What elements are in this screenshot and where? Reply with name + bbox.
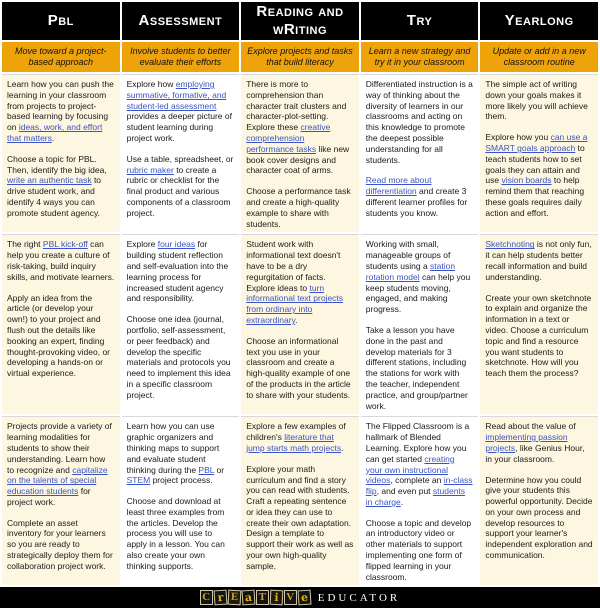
cell-yearlong-2 [480, 234, 598, 414]
tagline-pbl: Move toward a project-based approach [2, 42, 120, 72]
body-text: Explore how you [485, 132, 551, 143]
text-link[interactable]: PBL kick-off [42, 239, 88, 250]
text-link[interactable]: rubric maker [126, 164, 174, 175]
text-link[interactable]: implementing passion projects [485, 432, 568, 453]
text-link[interactable]: vision boards [501, 175, 552, 186]
body-text: is not only fun, it can help students better recall information and build understanding. [485, 239, 592, 282]
body-text: The simple act of writing down your goals makes it more likely you will achieve them. [485, 79, 588, 122]
body-text: . [341, 442, 344, 453]
text-link[interactable]: PBL [198, 464, 215, 475]
body-text: Learn how you can use graphic organizers and thinking maps to support and evaluate student thinking during the [126, 421, 220, 475]
body-text: Explore [126, 239, 158, 250]
body-text: to help remind them that reaching these goals requires daily action and effort. [485, 175, 585, 218]
cell-pbl-3 [2, 416, 120, 585]
tagline-assessment: Involve students to better evaluate their efforts [122, 42, 240, 72]
body-text: Explore a few examples of children's [246, 421, 346, 443]
body-text: , complete an [390, 475, 444, 486]
activity-row-1 [2, 74, 598, 232]
body-text: like new book cover designs and character coat of arms. [246, 143, 350, 176]
body-text: The right [7, 239, 43, 250]
body-text: Choose and download at least three examples from the articles. Develop the process you will use to apply in a lesson. You can also create your own thinking supports. [126, 496, 225, 571]
text-link[interactable]: ideas, work, and effort that matters [7, 122, 103, 143]
cell-try-2 [361, 234, 479, 414]
cell-pbl-2 [2, 234, 120, 414]
body-text: Complete an asset inventory for your learners so you are ready to strategically deploy them for collaboration project work. [7, 517, 113, 571]
body-text: to drive student work, and identify 4 ways you can promote student agency. [7, 175, 102, 218]
cell-try-3 [361, 416, 479, 585]
cell-assessment-2 [122, 234, 240, 414]
educator-wordmark: EDUCATOR [317, 591, 401, 604]
cell-yearlong-1 [480, 74, 598, 232]
body-text: Student work with informational text doesn't have to be a dry regurgitation of facts. Explore ideas to [246, 239, 341, 293]
column-header-label: Pbl [47, 12, 74, 29]
body-text: Differentiated instruction is a way of thinking about the diversity of learners in our classrooms and acting on this knowledge to promote the deepest possible understanding for all students. [365, 79, 473, 165]
logo-letter-tile: r [213, 590, 227, 606]
body-text: Determine how you could give your students this powerful opportunity. Decide on your own process and develop resources to support your learner's independent exploration and communication. [485, 474, 593, 561]
text-link[interactable]: creative comprehension performance tasks [246, 122, 331, 154]
column-header-label: Assessment [138, 12, 223, 29]
cell-reading-writing-1 [241, 74, 359, 232]
body-text: Explore how [126, 79, 176, 89]
body-text: to create a rubric or checklist for the final product and various components of a classroom project. [126, 164, 231, 218]
tagline-row [2, 42, 598, 72]
cell-reading-writing-3 [241, 416, 359, 585]
body-text: or [214, 464, 225, 475]
body-text: There is more to comprehension than character trait clusters and character-plot-setting. Explore these [246, 79, 347, 133]
logo-letter-tile: C [200, 590, 213, 605]
body-text: The Flipped Classroom is a hallmark of Blended Learning. Explore how you can get started [365, 421, 470, 464]
body-text: can help you create a culture of risk-taking, build inquiry skills, and motivate learners. [7, 239, 115, 282]
logo-letter-tile: e [297, 590, 311, 606]
body-text: Take a lesson you have done in the past and develop materials for 3 different stations, including the stations for work with the teacher, independent practice, and group/partner work. [365, 324, 468, 411]
tagline-reading-writing: Explore projects and tasks that build literacy [241, 42, 359, 72]
text-link[interactable]: turn informational text projects from ordinary into extraordinary [246, 282, 344, 325]
text-link[interactable]: capitalize on the talents of special education students [7, 464, 108, 497]
body-text: for project work. [7, 486, 91, 507]
text-link[interactable]: Sketchnoting [485, 239, 535, 250]
activity-row-2 [2, 234, 598, 414]
body-text: . [295, 314, 298, 325]
text-link[interactable]: creating your own instructional videos [365, 453, 455, 486]
column-header-reading-writing [241, 2, 359, 40]
text-link[interactable]: can use a SMART goals approach [485, 132, 588, 153]
text-link[interactable]: four ideas [157, 239, 196, 250]
text-link[interactable]: students in charge [365, 486, 466, 507]
activity-row-3 [2, 416, 598, 585]
body-text: Create your own sketchnote to explain and organize the information in a text or video. Choose a curriculum topic and find a resource you want students to sketchnote. How will you teach them the process? [485, 292, 592, 379]
logo-letter-tile: V [284, 590, 297, 605]
body-text: , like Genius Hour, in your classroom. [485, 442, 585, 464]
column-header-yearlong [480, 2, 598, 40]
body-text: to teach students how to set goals they can attain and use [485, 142, 585, 186]
body-text: Choose one idea (journal, portfolio, self-assessment, or peer feedback) and develop the specific materials and protocols you need to implement this idea in a specific classroom project. [126, 314, 231, 400]
body-text: Projects provide a variety of learning modalities for students to show their understanding. Learn how to recognize and [7, 421, 112, 475]
creative-educator-logo [200, 590, 311, 605]
column-header-label: Try [406, 12, 433, 29]
cell-try-1 [361, 74, 479, 232]
column-header-try [361, 2, 479, 40]
header-row [2, 2, 598, 40]
body-text: Read about the value of [485, 421, 576, 432]
body-text: . [51, 132, 55, 143]
body-text: , and even put [376, 486, 433, 497]
text-link[interactable]: Read more about differentiation [365, 175, 432, 197]
tagline-try: Learn a new strategy and try it in your classroom [361, 42, 479, 72]
body-text: can help you keep students moving, engaged, and making progress. [365, 271, 471, 315]
body-text: Working with small, manageable groups of students using a [365, 239, 451, 271]
body-text: Choose an informational text you use in your classroom and create a high-quality example of one of the products in the article to share with your students. [246, 335, 351, 400]
text-link[interactable]: write an authentic task [7, 175, 92, 186]
body-text: Apply an idea from the article (or develop your own!) to your project and flush out the details like booking an expert, finding thought-provoking video, or developing a hands-on or virtual experience. [7, 292, 111, 379]
cell-pbl-1 [2, 74, 120, 232]
body-text: Explore your math curriculum and find a story you can read with students. Craft a repeating sentence or idea they can use to create their own adaptation. Design a template to support their work as well as your own high-quality sample. [246, 463, 354, 571]
logo-letter-tile: i [269, 590, 283, 606]
cell-assessment-1 [122, 74, 240, 232]
body-text: for building student reflection and self-evaluation into the learning process for increased student agency and responsibility. [126, 239, 229, 304]
body-text: Learn how you can push the learning in your classroom from projects to project-based learning by focusing on [7, 79, 114, 133]
column-header-label: Reading and wRiting [256, 3, 344, 38]
body-text: Choose a topic and develop an introductory video or other materials to support implementing one form of flipped learning in your classroom. [365, 517, 472, 582]
body-text: Choose a performance task and create a high-quality example to share with students. [246, 186, 351, 229]
tagline-yearlong: Update or add in a new classroom routine [480, 42, 598, 72]
body-text: . [400, 496, 404, 507]
body-text: provides a deeper picture of student learning during project work. [126, 111, 232, 143]
cell-reading-writing-2 [241, 234, 359, 414]
text-link[interactable]: STEM [126, 475, 151, 486]
body-text: project process. [150, 475, 213, 486]
text-link[interactable]: employing summative, formative, and student-led assessment [126, 79, 227, 111]
text-link[interactable]: station rotation model [365, 260, 456, 282]
column-header-assessment [122, 2, 240, 40]
logo-letter-tile: a [241, 590, 255, 606]
logo-letter-tile: T [256, 590, 269, 605]
body-text: Choose a topic for PBL. Then, identify the big idea, [7, 153, 107, 175]
text-link[interactable]: in-class flip [365, 475, 473, 497]
text-link[interactable]: literature that jump starts math projects [246, 432, 342, 453]
column-header-pbl [2, 2, 120, 40]
body-text: and create 3 different learner profiles for students you know. [365, 186, 468, 218]
cell-yearlong-3 [480, 416, 598, 585]
body-text: Use a table, spreadsheet, or [126, 153, 234, 164]
cell-assessment-3 [122, 416, 240, 585]
column-header-label: Yearlong [504, 12, 574, 29]
logo-letter-tile: E [227, 590, 241, 606]
footer-bar [0, 587, 600, 608]
